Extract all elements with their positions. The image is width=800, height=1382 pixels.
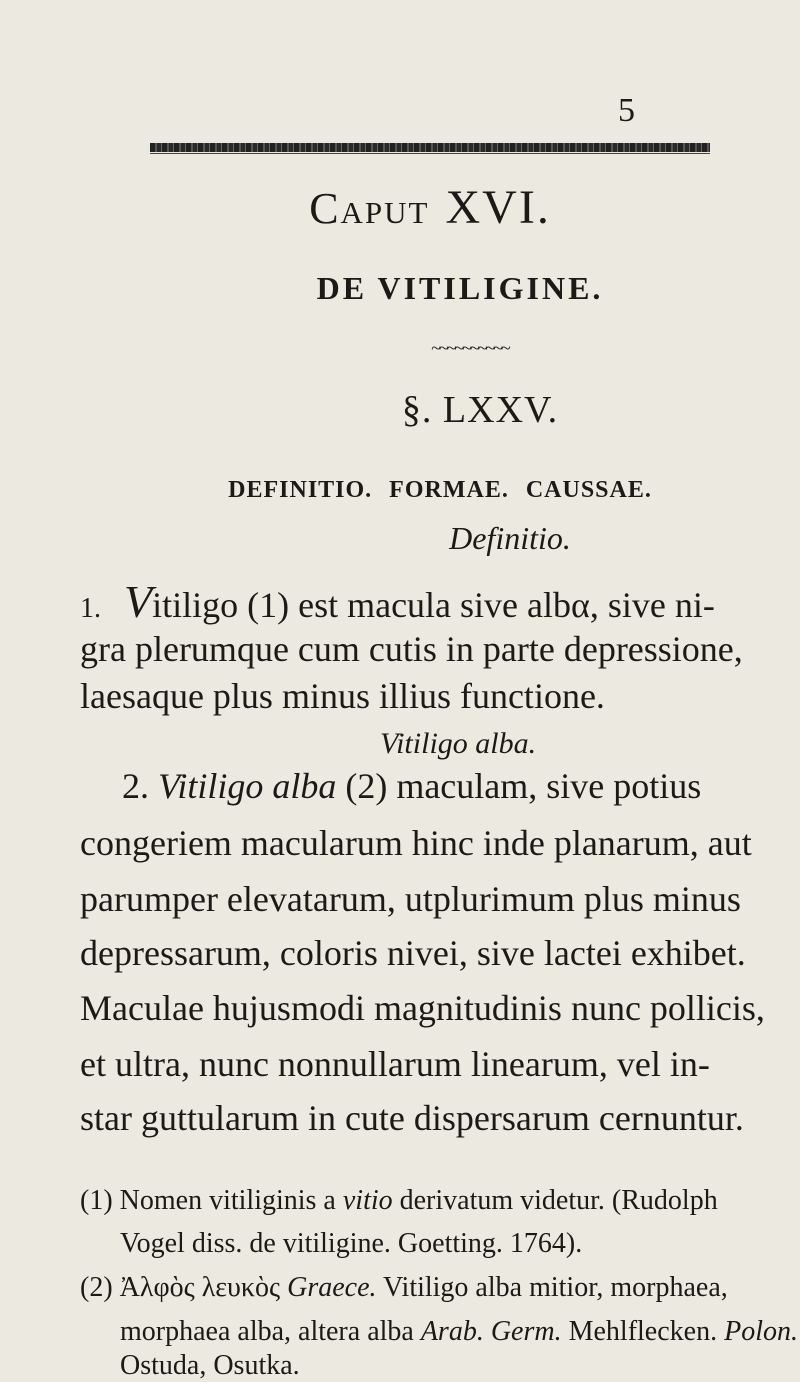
chapter-heading bbox=[0, 180, 800, 235]
para2-line1-rest: (2) maculam, sive potius bbox=[345, 766, 702, 806]
section-subtitle: DEFINITIO. FORMAE. CAUSSAE. bbox=[228, 477, 652, 503]
footnote-1-line1 bbox=[80, 1185, 718, 1217]
subheading-vitiligo-alba: Vitiligo alba. bbox=[380, 727, 537, 760]
footnote-1-line2: Vogel diss. de vitiligine. Goetting. 1764). bbox=[120, 1228, 583, 1259]
para2-line6: et ultra, nunc nonnullarum linearum, vel in- bbox=[80, 1044, 710, 1084]
para1-line3: laesaque plus minus illius functione. bbox=[80, 676, 605, 716]
page-number: 5 bbox=[618, 92, 635, 129]
para1-line2: gra plerumque cum cutis in parte depressione, bbox=[80, 629, 743, 669]
footnote-2-polon: Polon. bbox=[724, 1316, 798, 1347]
ornament-divider: ~~~~~~~~~~ bbox=[431, 338, 509, 358]
header-rule-thin bbox=[150, 153, 710, 154]
chapter-label: Caput bbox=[309, 184, 430, 233]
para2-line3: parumper elevatarum, utplurimum plus minus bbox=[80, 879, 741, 919]
para1-line1-text: itiligo (1) est macula sive albα, sive ni- bbox=[152, 585, 715, 625]
footnote-2-line3: Ostuda, Osutka. bbox=[120, 1350, 300, 1381]
para2-line2: congeriem macularum hinc inde planarum, aut bbox=[80, 823, 752, 863]
para2-line5: Maculae hujusmodi magnitudinis nunc pollicis, bbox=[80, 988, 765, 1028]
para2-line1 bbox=[122, 765, 701, 807]
para2-line4: depressarum, coloris nivei, sive lactei exhibet. bbox=[80, 933, 746, 973]
section-number: §. LXXV. bbox=[401, 389, 559, 431]
para1-number: 1. bbox=[80, 593, 101, 624]
footnote-2-rest: Vitiligo alba mitior, morphaea, bbox=[383, 1272, 728, 1303]
footnote-1-text: (1) Nomen vitiliginis a bbox=[80, 1185, 336, 1216]
header-rule bbox=[150, 143, 710, 152]
para2-number: 2. bbox=[122, 766, 149, 806]
footnote-1-rest: derivatum videtur. (Rudolph bbox=[399, 1185, 718, 1216]
para2-term: Vitiligo alba bbox=[158, 766, 337, 806]
footnote-2-greek: (2) Ἀλφὸς λευκὸς bbox=[80, 1272, 281, 1303]
para2-line7: star guttularum in cute dispersarum cernuntur. bbox=[80, 1098, 744, 1138]
footnote-2-arab-germ: Arab. Germ. bbox=[420, 1316, 562, 1347]
footnote-2-morphaea: morphaea alba, altera alba bbox=[120, 1316, 414, 1347]
footnote-2-mehlflecken: Mehlflecken. bbox=[568, 1316, 718, 1347]
chapter-number: XVI. bbox=[445, 181, 551, 234]
footnote-2-line1 bbox=[80, 1272, 728, 1304]
drop-initial: V bbox=[124, 576, 153, 627]
subheading-definitio: Definitio. bbox=[449, 520, 571, 556]
footnote-2-graece: Graece. bbox=[287, 1272, 377, 1303]
footnote-1-italic: vitio bbox=[342, 1185, 393, 1216]
chapter-title: DE VITILIGINE. bbox=[316, 270, 604, 306]
footnote-2-line2 bbox=[120, 1316, 798, 1348]
para1-line1 bbox=[80, 575, 715, 628]
